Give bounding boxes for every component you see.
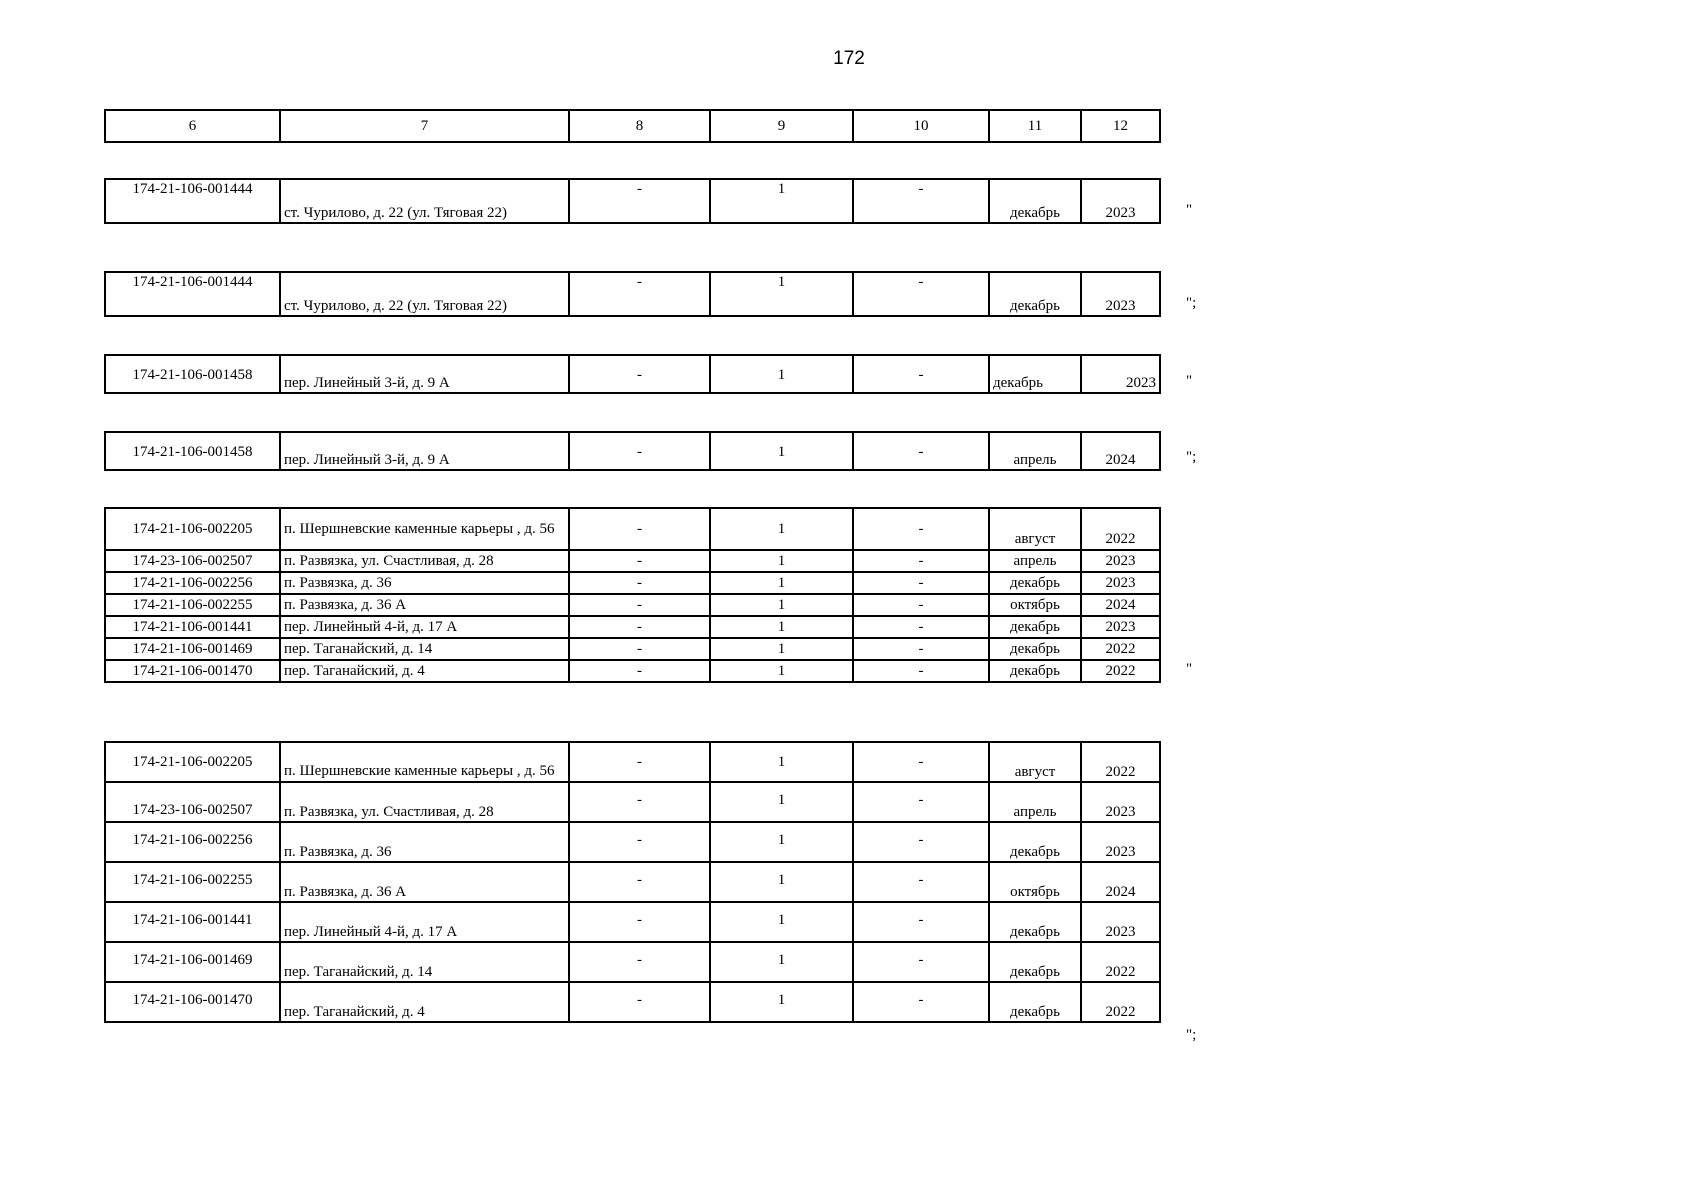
address: пер. Линейный 4-й, д. 17 А (280, 616, 569, 638)
col-8-value: - (569, 942, 710, 982)
address: п. Развязка, ул. Счастливая, д. 28 (280, 782, 569, 822)
header-row (105, 110, 1160, 142)
object-code: 174-21-106-001444 (105, 179, 280, 223)
col-10-value: - (853, 550, 989, 572)
object-code: 174-21-106-001470 (105, 982, 280, 1022)
col-8-value: - (569, 782, 710, 822)
closing-quote: " (1186, 202, 1193, 218)
address: пер. Линейный 3-й, д. 9 А (280, 432, 569, 470)
month: декабрь (989, 638, 1081, 660)
col-8-value: - (569, 572, 710, 594)
object-code: 174-23-106-002507 (105, 782, 280, 822)
year: 2023 (1081, 355, 1160, 393)
year: 2023 (1081, 272, 1160, 316)
col-9-value: 1 (710, 822, 853, 862)
col-9-value: 1 (710, 508, 853, 550)
year: 2023 (1081, 822, 1160, 862)
month: декабрь (989, 982, 1081, 1022)
col-8-value: - (569, 179, 710, 223)
year: 2024 (1081, 862, 1160, 902)
col-8-value: - (569, 594, 710, 616)
table-row (105, 432, 1160, 470)
month: декабрь (989, 616, 1081, 638)
address: п. Развязка, д. 36 (280, 822, 569, 862)
month: октябрь (989, 862, 1081, 902)
col-8-value: - (569, 902, 710, 942)
month: август (989, 742, 1081, 782)
table-row (105, 179, 1160, 223)
table-row (105, 742, 1160, 782)
year: 2024 (1081, 432, 1160, 470)
address: ст. Чурилово, д. 22 (ул. Тяговая 22) (280, 179, 569, 223)
address: п. Шершневские каменные карьеры , д. 56 (280, 508, 569, 550)
col-9-value: 1 (710, 272, 853, 316)
address: пер. Таганайский, д. 4 (280, 660, 569, 682)
header-col-6: 6 (105, 110, 280, 142)
address: п. Развязка, ул. Счастливая, д. 28 (280, 550, 569, 572)
header-col-10: 10 (853, 110, 989, 142)
col-8-value: - (569, 862, 710, 902)
address: пер. Таганайский, д. 4 (280, 982, 569, 1022)
year: 2024 (1081, 594, 1160, 616)
table-row (105, 508, 1160, 550)
month: декабрь (989, 660, 1081, 682)
object-code: 174-21-106-001458 (105, 432, 280, 470)
header-table (104, 109, 1161, 143)
col-9-value: 1 (710, 862, 853, 902)
object-code: 174-23-106-002507 (105, 550, 280, 572)
col-9-value: 1 (710, 572, 853, 594)
col-10-value: - (853, 782, 989, 822)
col-10-value: - (853, 594, 989, 616)
year: 2023 (1081, 179, 1160, 223)
month: апрель (989, 550, 1081, 572)
object-code: 174-21-106-002256 (105, 572, 280, 594)
col-8-value: - (569, 982, 710, 1022)
header-col-12: 12 (1081, 110, 1160, 142)
record-table-2 (104, 271, 1161, 317)
year: 2023 (1081, 902, 1160, 942)
year: 2022 (1081, 660, 1160, 682)
address: п. Развязка, д. 36 А (280, 862, 569, 902)
month: декабрь (989, 272, 1081, 316)
year: 2023 (1081, 616, 1160, 638)
record-table-3 (104, 354, 1161, 394)
table-row (105, 902, 1160, 942)
object-code: 174-21-106-001469 (105, 942, 280, 982)
table-row (105, 942, 1160, 982)
address: пер. Линейный 3-й, д. 9 А (280, 355, 569, 393)
year: 2022 (1081, 638, 1160, 660)
address: п. Развязка, д. 36 А (280, 594, 569, 616)
object-code: 174-21-106-002205 (105, 742, 280, 782)
closing-quote: "; (1186, 295, 1197, 311)
table-row (105, 272, 1160, 316)
header-col-9: 9 (710, 110, 853, 142)
address: п. Развязка, д. 36 (280, 572, 569, 594)
col-8-value: - (569, 616, 710, 638)
col-10-value: - (853, 432, 989, 470)
record-table-5 (104, 507, 1161, 683)
col-8-value: - (569, 660, 710, 682)
year: 2022 (1081, 742, 1160, 782)
col-10-value: - (853, 902, 989, 942)
table-row (105, 355, 1160, 393)
col-10-value: - (853, 616, 989, 638)
table-row (105, 862, 1160, 902)
col-8-value: - (569, 432, 710, 470)
table-row (105, 594, 1160, 616)
col-8-value: - (569, 822, 710, 862)
closing-quote: " (1186, 373, 1193, 389)
object-code: 174-21-106-001441 (105, 616, 280, 638)
col-8-value: - (569, 355, 710, 393)
address: пер. Линейный 4-й, д. 17 А (280, 902, 569, 942)
table-row (105, 660, 1160, 682)
year: 2022 (1081, 942, 1160, 982)
month: август (989, 508, 1081, 550)
year: 2023 (1081, 572, 1160, 594)
object-code: 174-21-106-002255 (105, 594, 280, 616)
month: декабрь (989, 942, 1081, 982)
col-10-value: - (853, 272, 989, 316)
header-col-7: 7 (280, 110, 569, 142)
col-10-value: - (853, 862, 989, 902)
col-9-value: 1 (710, 179, 853, 223)
object-code: 174-21-106-001470 (105, 660, 280, 682)
object-code: 174-21-106-001441 (105, 902, 280, 942)
table-row (105, 782, 1160, 822)
col-9-value: 1 (710, 660, 853, 682)
address: пер. Таганайский, д. 14 (280, 638, 569, 660)
table-row (105, 982, 1160, 1022)
col-10-value: - (853, 942, 989, 982)
col-10-value: - (853, 508, 989, 550)
header-col-8: 8 (569, 110, 710, 142)
header-col-11: 11 (989, 110, 1081, 142)
year: 2023 (1081, 550, 1160, 572)
record-table-4 (104, 431, 1161, 471)
col-10-value: - (853, 638, 989, 660)
address: п. Шершневские каменные карьеры , д. 56 (280, 742, 569, 782)
col-8-value: - (569, 272, 710, 316)
table-row (105, 550, 1160, 572)
address: ст. Чурилово, д. 22 (ул. Тяговая 22) (280, 272, 569, 316)
month: декабрь (989, 355, 1081, 393)
col-9-value: 1 (710, 594, 853, 616)
object-code: 174-21-106-002256 (105, 822, 280, 862)
object-code: 174-21-106-002255 (105, 862, 280, 902)
record-table-6 (104, 741, 1161, 1023)
month: декабрь (989, 179, 1081, 223)
closing-quote: " (1186, 661, 1193, 677)
col-9-value: 1 (710, 432, 853, 470)
col-9-value: 1 (710, 616, 853, 638)
object-code: 174-21-106-001469 (105, 638, 280, 660)
col-8-value: - (569, 550, 710, 572)
col-9-value: 1 (710, 742, 853, 782)
table-row (105, 638, 1160, 660)
col-10-value: - (853, 822, 989, 862)
object-code: 174-21-106-001444 (105, 272, 280, 316)
col-10-value: - (853, 355, 989, 393)
closing-quote: "; (1186, 449, 1197, 465)
year: 2023 (1081, 782, 1160, 822)
month: декабрь (989, 822, 1081, 862)
col-10-value: - (853, 179, 989, 223)
year: 2022 (1081, 508, 1160, 550)
month: декабрь (989, 902, 1081, 942)
col-9-value: 1 (710, 942, 853, 982)
col-10-value: - (853, 660, 989, 682)
address: пер. Таганайский, д. 14 (280, 942, 569, 982)
table-row (105, 822, 1160, 862)
col-9-value: 1 (710, 782, 853, 822)
col-9-value: 1 (710, 355, 853, 393)
col-8-value: - (569, 508, 710, 550)
record-table-1 (104, 178, 1161, 224)
table-row (105, 572, 1160, 594)
closing-quote: "; (1186, 1027, 1197, 1043)
col-8-value: - (569, 742, 710, 782)
col-10-value: - (853, 982, 989, 1022)
col-8-value: - (569, 638, 710, 660)
page-number: 172 (833, 48, 865, 69)
table-row (105, 616, 1160, 638)
month: декабрь (989, 572, 1081, 594)
col-10-value: - (853, 572, 989, 594)
object-code: 174-21-106-001458 (105, 355, 280, 393)
col-9-value: 1 (710, 638, 853, 660)
month: апрель (989, 432, 1081, 470)
object-code: 174-21-106-002205 (105, 508, 280, 550)
col-10-value: - (853, 742, 989, 782)
col-9-value: 1 (710, 550, 853, 572)
month: апрель (989, 782, 1081, 822)
col-9-value: 1 (710, 902, 853, 942)
year: 2022 (1081, 982, 1160, 1022)
month: октябрь (989, 594, 1081, 616)
col-9-value: 1 (710, 982, 853, 1022)
